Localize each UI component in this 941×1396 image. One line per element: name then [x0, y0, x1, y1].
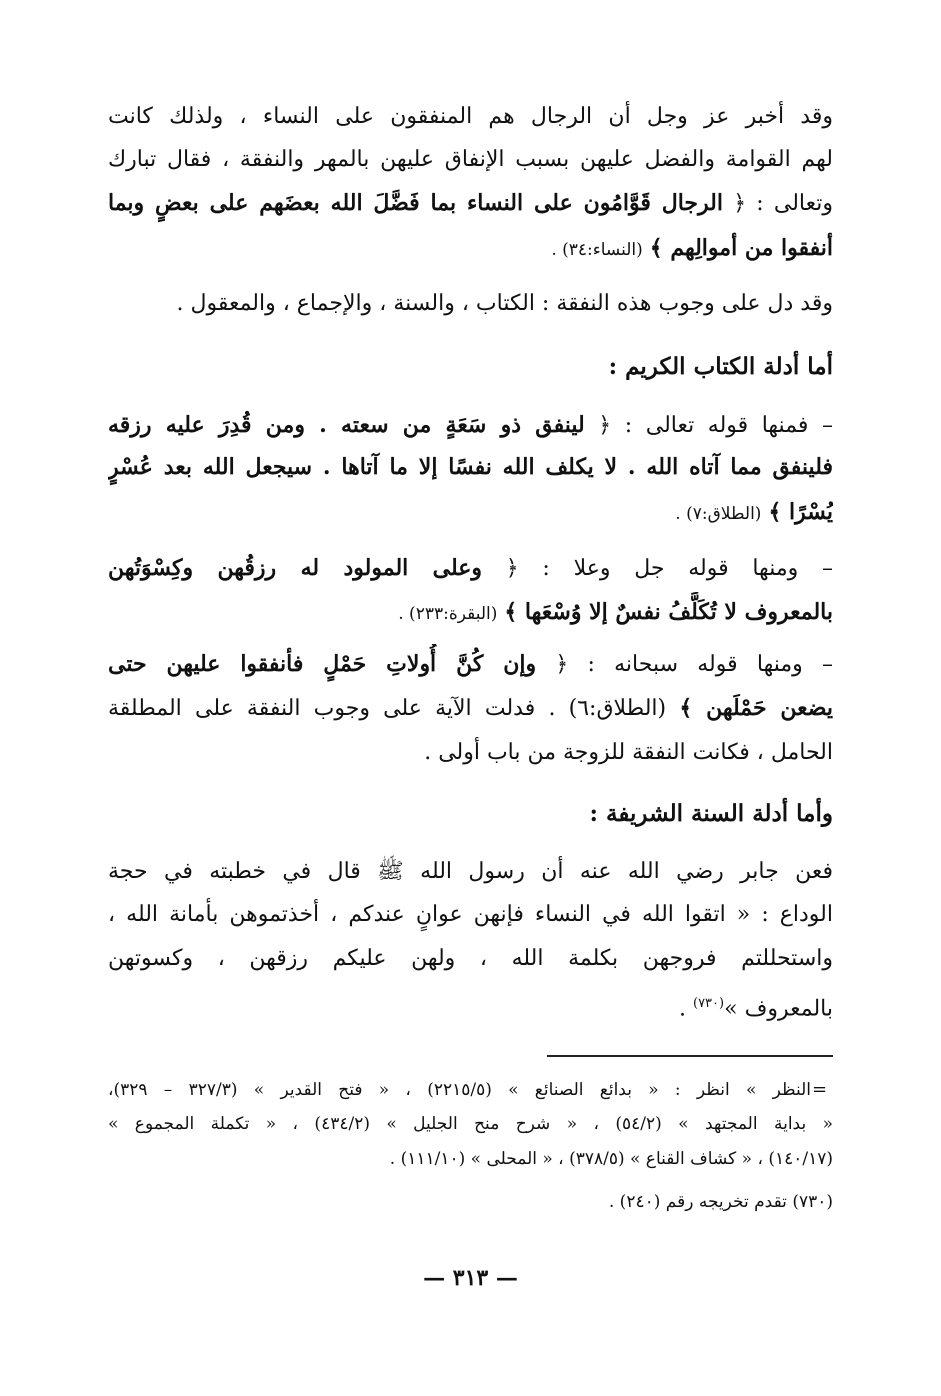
quran-verse: بالمعروف لا تُكَلَّفُ نفسٌ إلا وُسْعَها ﴾ [504, 599, 833, 625]
evidence-2-line-2 [108, 592, 833, 632]
quran-verse: وإن كُنَّ أُولاتِ حَمْلٍ فأنفقوا عليهن حتى [108, 651, 537, 677]
quran-verse: لينفق ذو سَعَةٍ من سعته . ومن قُدِرَ عليه رزقه [108, 412, 585, 438]
verse-reference: (الطلاق:٧) . [675, 504, 762, 524]
quran-verse: أنفقوا من أموالِهم ﴾ [649, 235, 833, 261]
footnote-730: (٧٣٠) تقدم تخريجه رقم (٢٤٠) . [608, 1192, 833, 1212]
footnote-line-1: النظر » انظر : « بدائع الصنائع » (٢٢١٥/٥) ، « فتح القدير » (٣٢٧/٣ – ٣٢٩)، [108, 1080, 811, 1100]
paragraph-1-line-4 [108, 228, 833, 268]
quran-verse: وعلى المولود له رزقُهن وكِسْوَتُهن [108, 555, 483, 581]
footnote-divider [547, 1055, 833, 1057]
hadith-line-3: واستحللتم فروجهن بكلمة الله ، ولهن عليكم رزقهن ، وكسوتهن [108, 946, 833, 971]
heading-sunnah-evidence: وأما أدلة السنة الشريفة : [589, 800, 833, 827]
verse-intro: وتعالى : ﴿ [733, 191, 833, 216]
hadith-end: بالمعروف » [724, 996, 833, 1022]
hadith-line-2: الوداع : « اتقوا الله في النساء فإنهن عوانٍ عندكم ، أخذتموهن بأمانة الله ، [108, 902, 833, 927]
evidence-3-line-2 [108, 688, 833, 728]
hadith-period: . [679, 996, 686, 1022]
evidence-2-line-1 [108, 548, 833, 588]
heading-quran-evidence: أما أدلة الكتاب الكريم : [608, 353, 833, 380]
hadith-line-4 [108, 984, 833, 1024]
footnote-line-3: (١٤٠/١٧) ، « كشاف القناع » (٣٧٨/٥) ، « المحلى » (١١١/١٠) . [389, 1149, 833, 1169]
page-number: — ٣١٣ — [423, 1265, 518, 1291]
footnote-reference: (٧٣٠) [693, 996, 725, 1011]
verse-reference-and-text: (الطلاق:٦) . فدلت الآية على وجوب النفقة على المطلقة [108, 696, 667, 721]
paragraph-1-line-2: لهم القوامة والفضل عليهن بسبب الإنفاق عليهن بالمهر والنفقة ، فقال تبارك [108, 147, 833, 172]
paragraph-1-line-1: وقد أخبر عز وجل أن الرجال هم المنفقون على النساء ، ولذلك كانت [108, 104, 833, 129]
evidence-intro: – فمنها قوله تعالى : ﴿ [598, 413, 833, 438]
evidence-1-line-1 [108, 405, 833, 445]
quran-verse: الرجال قَوَّامُون على النساء بما فَضَّلَ الله بعضَهم على بعضٍ وبما [108, 190, 723, 216]
evidence-1-line-3 [108, 492, 833, 532]
hadith-line-1: فعن جابر رضي الله عنه أن رسول الله ﷺ قال في خطبته في حجة [108, 859, 833, 884]
verse-reference: (النساء:٣٤) . [551, 240, 643, 260]
quran-verse: يضعن حَمْلَهن ﴾ [679, 695, 833, 721]
evidence-3-line-3: الحامل ، فكانت النفقة للزوجة من باب أولى . [424, 740, 833, 765]
footnote-continuation-marker: = [812, 1079, 828, 1100]
verse-reference: (البقرة:٢٣٣) . [398, 604, 498, 624]
evidence-1-line-2: فلينفق مما آتاه الله . لا يكلف الله نفسًا إلا ما آتاها . سيجعل الله بعد عُسْرٍ [108, 454, 833, 480]
paragraph-1-line-3 [108, 183, 833, 223]
paragraph-2: وقد دل على وجوب هذه النفقة : الكتاب ، والسنة ، والإجماع ، والمعقول . [176, 291, 833, 316]
footnote-line-2: « بداية المجتهد » (٥٤/٢) ، « شرح منح الجليل » (٤٣٤/٢) ، « تكملة المجموع » [108, 1114, 833, 1134]
evidence-intro: – ومنها قوله سبحانه : ﴿ [555, 652, 833, 677]
evidence-3-line-1 [108, 644, 833, 684]
evidence-intro: – ومنها قوله جل وعلا : ﴿ [505, 556, 833, 581]
quran-verse: يُسْرًا ﴾ [768, 499, 833, 525]
